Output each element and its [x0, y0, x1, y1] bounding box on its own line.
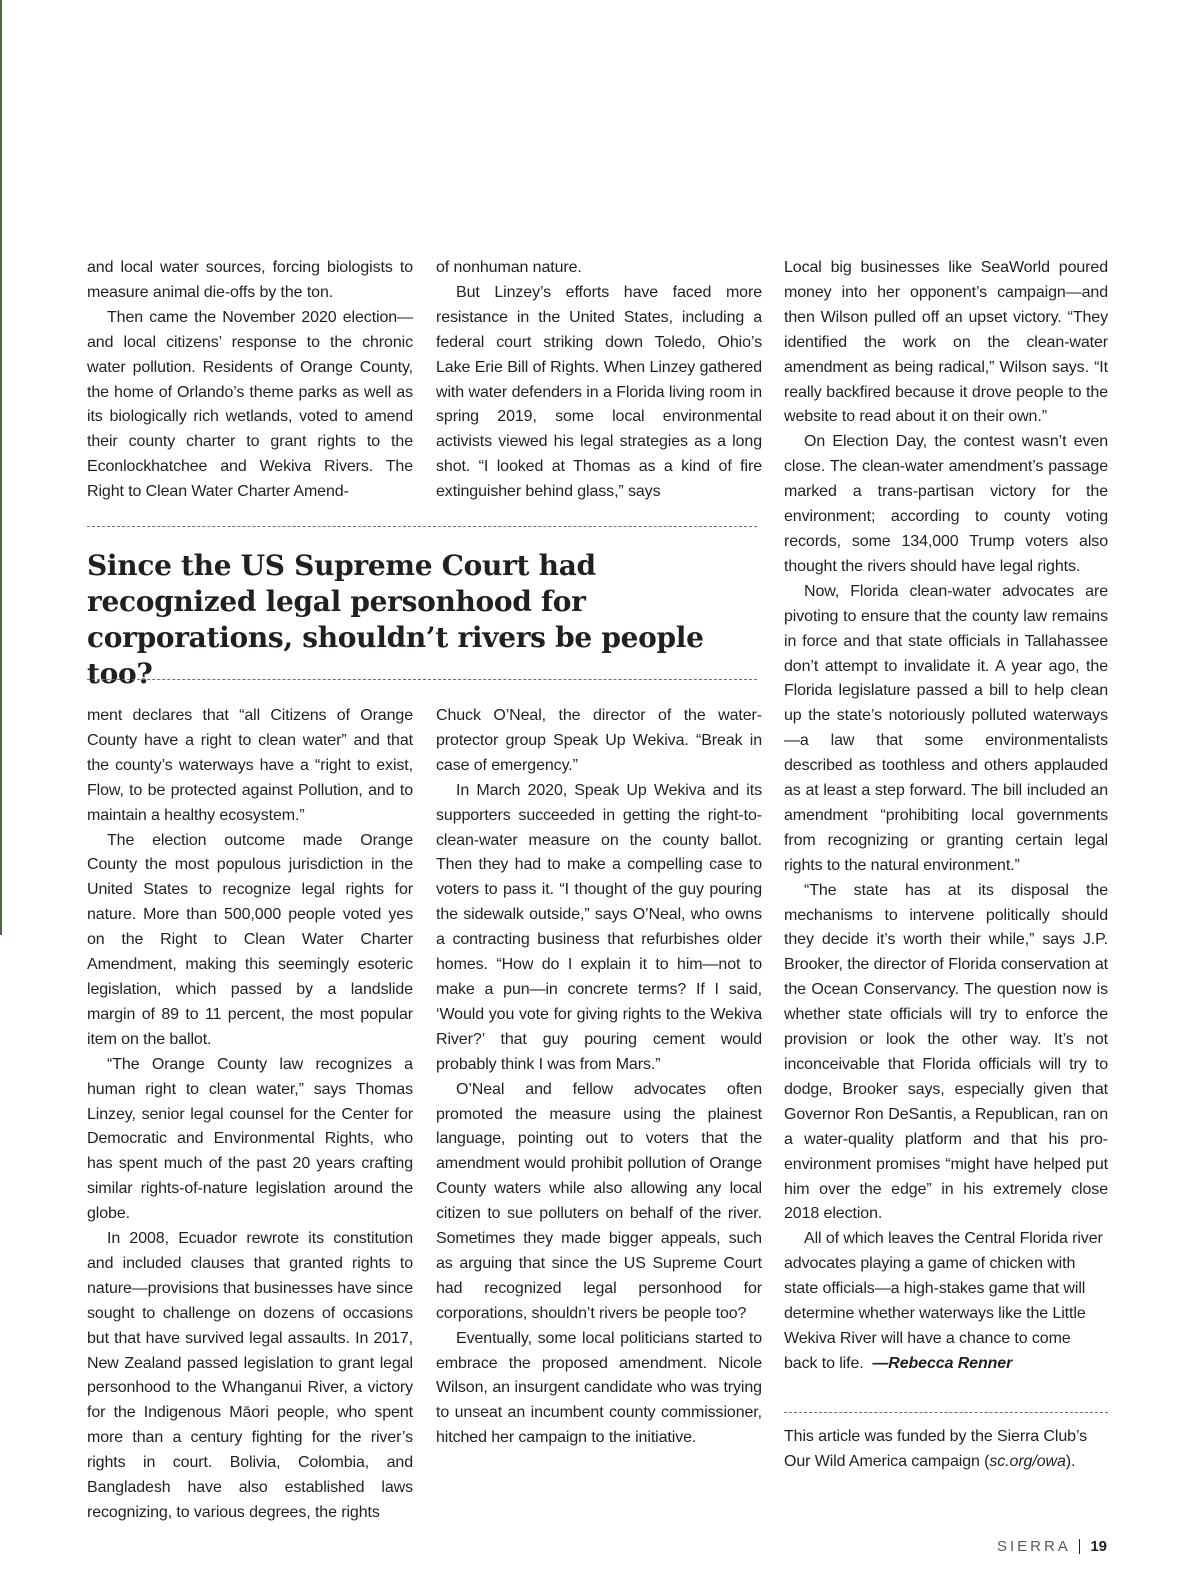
paragraph: and local water sources, forcing biologists to measure animal die-offs by the ton.	[87, 259, 413, 301]
paragraph: O’Neal and fellow advocates often promoted the measure using the plainest language, pointing out to voters that the amendment would prohibit pollution of Orange County waters while also allowing any local citizen to sue polluters on behalf of the river. Sometimes they made bigger appeals, such as arguing that since the US Supreme Court had recognized legal personhood for corporations, shouldn’t rivers be people too?	[436, 1080, 762, 1322]
paragraph: Then came the November 2020 election—and local citizens’ response to the chronic water pollution. Residents of Orange County, the home of Orlando’s theme parks as well as its biologically rich wetlands, voted to amend their county charter to grant rights to the Econlockhatchee and Wekiva Rivers. The Right to Clean Water Charter Amend-	[87, 308, 413, 501]
paragraph: But Linzey’s efforts have faced more resistance in the United States, including a federal court striking down Toledo, Ohio’s Lake Erie Bill of Rights. When Linzey gathered with water defenders in a Florida living room in spring 2019, some local environmental activists viewed his legal strategies as a long shot. “I looked at Thomas as a kind of fire extinguisher behind glass,” says	[436, 283, 762, 501]
paragraph: Eventually, some local politicians started to embrace the proposed amendment. Nicole Wilson, an insurgent candidate who was trying to unseat an incumbent county commissioner, hitched her campaign to the initiative.	[436, 1329, 762, 1447]
author-byline: —Rebecca Renner	[872, 1354, 1013, 1372]
credit-rule	[784, 1412, 1108, 1413]
column-1-bottom	[87, 704, 413, 1526]
closing-paragraph	[784, 1227, 1108, 1376]
column-2-top	[436, 256, 762, 505]
credit-link[interactable]: sc.org/owa	[989, 1452, 1066, 1470]
column-1-top	[87, 256, 413, 505]
paragraph: On Election Day, the contest wasn’t even close. The clean-water amendment’s passage marked a trans-partisan victory for the environment; according to county voting records, some 134,000 Trump voters also thought the rivers should have legal rights.	[784, 433, 1108, 575]
paragraph: Now, Florida clean-water advocates are pivoting to ensure that the county law remains in force and that state officials in Tallahassee don’t attempt to invalidate it. A year ago, the Florida legislature passed a bill to help clean up the state’s notoriously polluted waterways—a law that some environmentalists described as toothless and others applauded as at least a step forward. The bill included an amendment “prohibiting local governments from recognizing or granting certain legal rights to the natural environment.”	[784, 582, 1108, 874]
paragraph: of nonhuman nature.	[436, 259, 582, 276]
pullquote: Since the US Supreme Court had recognized legal personhood for corporations, shouldn’t rivers be people too?	[87, 549, 704, 690]
pullquote-top-rule	[87, 526, 757, 527]
page-folio	[997, 1538, 1107, 1555]
paragraph: The election outcome made Orange County the most populous jurisdiction in the United States to recognize legal rights for nature. More than 500,000 people voted yes on the Right to Clean Water Charter Amendment, making this seemingly esoteric legislation, which passed by a landslide margin of 89 to 11 percent, the most popular item on the ballot.	[87, 831, 413, 1048]
column-2-bottom	[436, 704, 762, 1451]
pullquote-bottom-rule	[87, 679, 757, 680]
paragraph: In 2008, Ecuador rewrote its constitution and included clauses that granted rights to nature—provisions that businesses have since sought to challenge on dozens of occasions but that have survived legal assaults. In 2017, New Zealand passed legislation to grant legal personhood to the Whanganui River, a victory for the Indigenous Māori people, who spent more than a century fighting for the river’s rights in court. Bolivia, Colombia, and Bangladesh have also established laws recognizing, to various degrees, the rights	[87, 1230, 413, 1521]
paragraph: Local big businesses like SeaWorld poured money into her opponent’s campaign—and then Wilson pulled off an upset victory. “They identified the work on the clean-water amendment as being radical,” Wilson says. “It really backfired because it drove people to the website to read about it on their own.”	[784, 259, 1108, 426]
credit-note	[784, 1425, 1108, 1475]
column-3	[784, 256, 1108, 1377]
credit-text-end: ).	[1065, 1452, 1076, 1470]
paragraph: Chuck O’Neal, the director of the water-protector group Speak Up Wekiva. “Break in case of emergency.”	[436, 707, 762, 774]
paragraph: “The Orange County law recognizes a human right to clean water,” says Thomas Linzey, senior legal counsel for the Center for Democratic and Environmental Rights, who has spent much of the past 20 years crafting similar rights-of-nature legislation around the globe.	[87, 1055, 413, 1223]
paragraph-text: All of which leaves the Central Florida river advocates playing a game of chicken with state officials—a high-stakes game that will determine whether waterways like the Little Wekiva River will have a chance to come back to life.	[784, 1230, 1103, 1372]
page-edge-line	[0, 0, 2, 935]
credit-text: This article was funded by the Sierra Club’s Our Wild America campaign (	[784, 1428, 1088, 1470]
paragraph: ment declares that “all Citizens of Orange County have a right to clean water” and that the county’s waterways have a “right to exist, Flow, to be protected against Pollution, and to maintain a healthy ecosystem.”	[87, 707, 413, 824]
folio-divider	[1079, 1539, 1081, 1554]
page-number: 19	[1090, 1538, 1107, 1555]
paragraph: In March 2020, Speak Up Wekiva and its supporters succeeded in getting the right-to-clean-water measure on the county ballot. Then they had to make a compelling case to voters to pass it. “I thought of the guy pouring the sidewalk outside,” says O’Neal, who owns a contracting business that refurbishes older homes. “How do I explain it to him—not to make a pun—in concrete terms? If I said, ‘Would you vote for giving rights to the Wekiva River?’ that guy pouring cement would probably think I was from Mars.”	[436, 781, 762, 1073]
magazine-name: SIERRA	[996, 1538, 1071, 1555]
paragraph: “The state has at its disposal the mechanisms to intervene politically should they decide it’s worth their while,” says J.P. Brooker, the director of Florida conservation at the Ocean Conservancy. The question now is whether state officials will try to enforce the provision or look the other way. It’s not inconceivable that Florida officials will try to dodge, Brooker says, especially given that Governor Ron DeSantis, a Republican, ran on a water-quality platform and that his pro-environment promises “might have helped put him over the edge” in his extremely close 2018 election.	[784, 881, 1108, 1223]
